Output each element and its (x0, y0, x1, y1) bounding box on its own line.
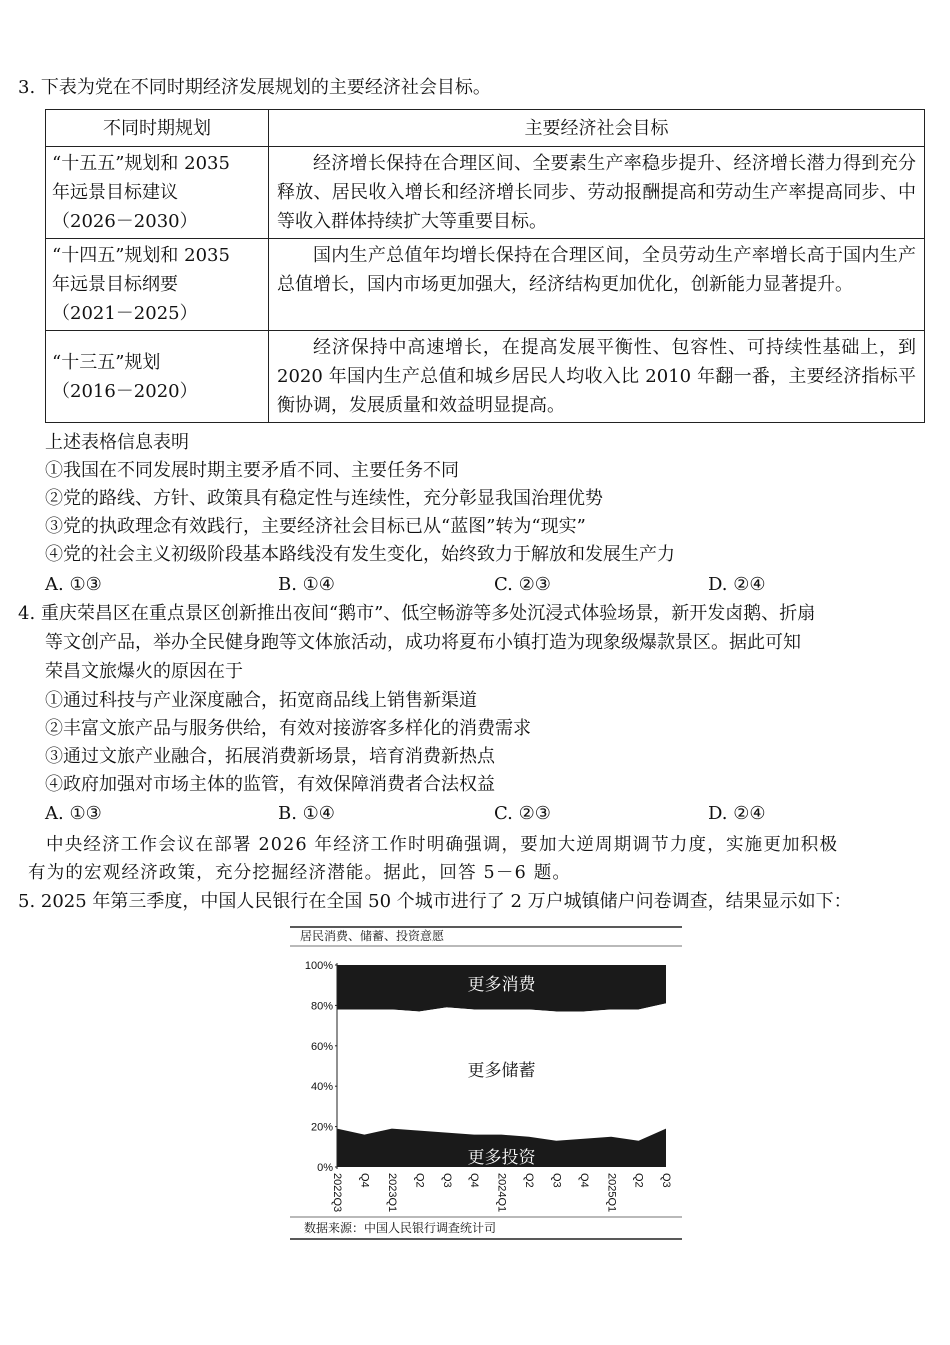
period-line: “十三五”规划 (52, 351, 161, 373)
period-line: “十五五”规划和 2035 (52, 153, 230, 174)
q4-item: ④政府加强对市场主体的监管，有效保障消费者合法权益 (45, 774, 495, 795)
y-tick-label: 100% (304, 960, 333, 972)
x-tick-label: Q2 (413, 1173, 426, 1188)
intro-line: 中央经济工作会议在部署 2026 年经济工作时明确强调，要加大逆周期调节力度，实施更加积极 (46, 835, 839, 855)
period-line: 年远景目标纲要 (52, 274, 178, 295)
y-tick-label: 0% (317, 1162, 333, 1174)
q4-line: 4. 重庆荣昌区在重点景区创新推出夜间“鹅市”、低空畅游等多处沉浸式体验场景，新开发卤鹅、折扇 (18, 603, 816, 624)
x-tick-label: 2024Q1 (495, 1173, 508, 1213)
x-tick-label: 2025Q1 (605, 1173, 618, 1213)
q4-option-b[interactable]: B. ①④ (278, 803, 335, 824)
q3-option-d[interactable]: D. ②④ (708, 574, 766, 595)
x-tick-label: Q4 (577, 1173, 590, 1188)
q3-item: ③党的执政理念有效践行，主要经济社会目标已从“蓝图”转为“现实” (45, 516, 586, 537)
chart-y-axis (305, 960, 337, 1174)
q4-option-a[interactable]: A. ①③ (45, 803, 102, 824)
period-cell (46, 147, 269, 239)
table-row (46, 239, 925, 331)
q5-title: 5. 2025 年第三季度，中国人民银行在全国 50 个城市进行了 2 万户城镇储户问卷调查，结果显示如下： (18, 891, 852, 912)
q4-option-d[interactable]: D. ②④ (708, 803, 766, 824)
q4-item: ②丰富文旅产品与服务供给，有效对接游客多样化的消费需求 (45, 718, 531, 739)
goal-cell: 经济保持中高速增长，在提高发展平衡性、包容性、可持续性基础上，到 2020 年国内生产总值和城乡居民人均收入比 2010 年翻一番，主要经济指标平衡协调，发展质量和效益明显提高。 (269, 331, 925, 423)
y-tick-label: 80% (310, 1000, 333, 1013)
x-tick-label: Q4 (358, 1173, 371, 1188)
intro-line: 有为的宏观经济政策，充分挖掘经济潜能。据此，回答 5－6 题。 (28, 863, 572, 883)
x-tick-label: 2022Q3 (331, 1173, 344, 1213)
x-tick-label: Q4 (468, 1173, 481, 1188)
y-tick-label: 60% (310, 1040, 333, 1053)
q3-option-c[interactable]: C. ②③ (494, 574, 551, 595)
x-tick-label: Q3 (660, 1173, 673, 1188)
savings-intention-chart (290, 925, 682, 1243)
period-cell (46, 239, 269, 331)
table-header-period: 不同时期规划 (46, 110, 269, 147)
period-line: （2016－2020） (52, 380, 198, 402)
q3-option-a[interactable]: A. ①③ (45, 574, 102, 595)
goals-table (45, 109, 925, 423)
q3-option-b[interactable]: B. ①④ (278, 574, 335, 595)
x-tick-label: Q3 (550, 1173, 563, 1188)
period-line: 年远景目标建议 (52, 182, 178, 203)
chart-title: 居民消费、储蓄、投资意愿 (300, 929, 445, 943)
q4-line: 荣昌文旅爆火的原因在于 (45, 661, 243, 682)
investment-label: 更多投资 (467, 1147, 536, 1168)
period-cell (46, 331, 269, 423)
y-tick-label: 20% (310, 1121, 333, 1134)
table-header-row (46, 110, 925, 147)
q3-item: ④党的社会主义初级阶段基本路线没有发生变化，始终致力于解放和发展生产力 (45, 544, 675, 565)
q4-line: 等文创产品，举办全民健身跑等文体旅活动，成功将夏布小镇打造为现象级爆款景区。据此可知 (45, 632, 801, 653)
chart-source: 数据来源：中国人民银行调查统计司 (304, 1221, 497, 1235)
x-tick-label: Q2 (632, 1173, 645, 1188)
period-line: （2021－2025） (52, 303, 198, 324)
goal-cell: 经济增长保持在合理区间、全要素生产率稳步提升、经济增长潜力得到充分释放、居民收入增长和经济增长同步、劳动报酬提高和劳动生产率提高同步、中等收入群体持续扩大等重要目标。 (269, 147, 925, 239)
chart-x-axis (331, 1173, 672, 1212)
q4-item: ③通过文旅产业融合，拓展消费新场景，培育消费新热点 (45, 746, 495, 767)
table-row (46, 147, 925, 239)
q3-item: ②党的路线、方针、政策具有稳定性与连续性，充分彰显我国治理优势 (45, 488, 603, 509)
table-header-goal: 主要经济社会目标 (269, 110, 925, 147)
y-tick-label: 40% (310, 1081, 333, 1094)
x-tick-label: Q2 (523, 1173, 536, 1188)
period-line: “十四五”规划和 2035 (52, 245, 230, 266)
q3-stem: 上述表格信息表明 (45, 432, 189, 453)
period-line: （2026－2030） (52, 211, 198, 232)
savings-label: 更多储蓄 (467, 1061, 536, 1082)
x-tick-label: 2023Q1 (385, 1173, 398, 1213)
consumption-label: 更多消费 (467, 975, 536, 996)
x-tick-label: Q3 (440, 1173, 453, 1188)
q3-title: 3. 下表为党在不同时期经济发展规划的主要经济社会目标。 (18, 77, 491, 98)
q4-item: ①通过科技与产业深度融合，拓宽商品线上销售新渠道 (45, 690, 477, 711)
q4-option-c[interactable]: C. ②③ (494, 803, 551, 824)
q3-item: ①我国在不同发展时期主要矛盾不同、主要任务不同 (45, 460, 459, 481)
goal-cell: 国内生产总值年均增长保持在合理区间，全员劳动生产率增长高于国内生产总值增长，国内市场更加强大，经济结构更加优化，创新能力显著提升。 (269, 239, 925, 331)
table-row (46, 331, 925, 423)
